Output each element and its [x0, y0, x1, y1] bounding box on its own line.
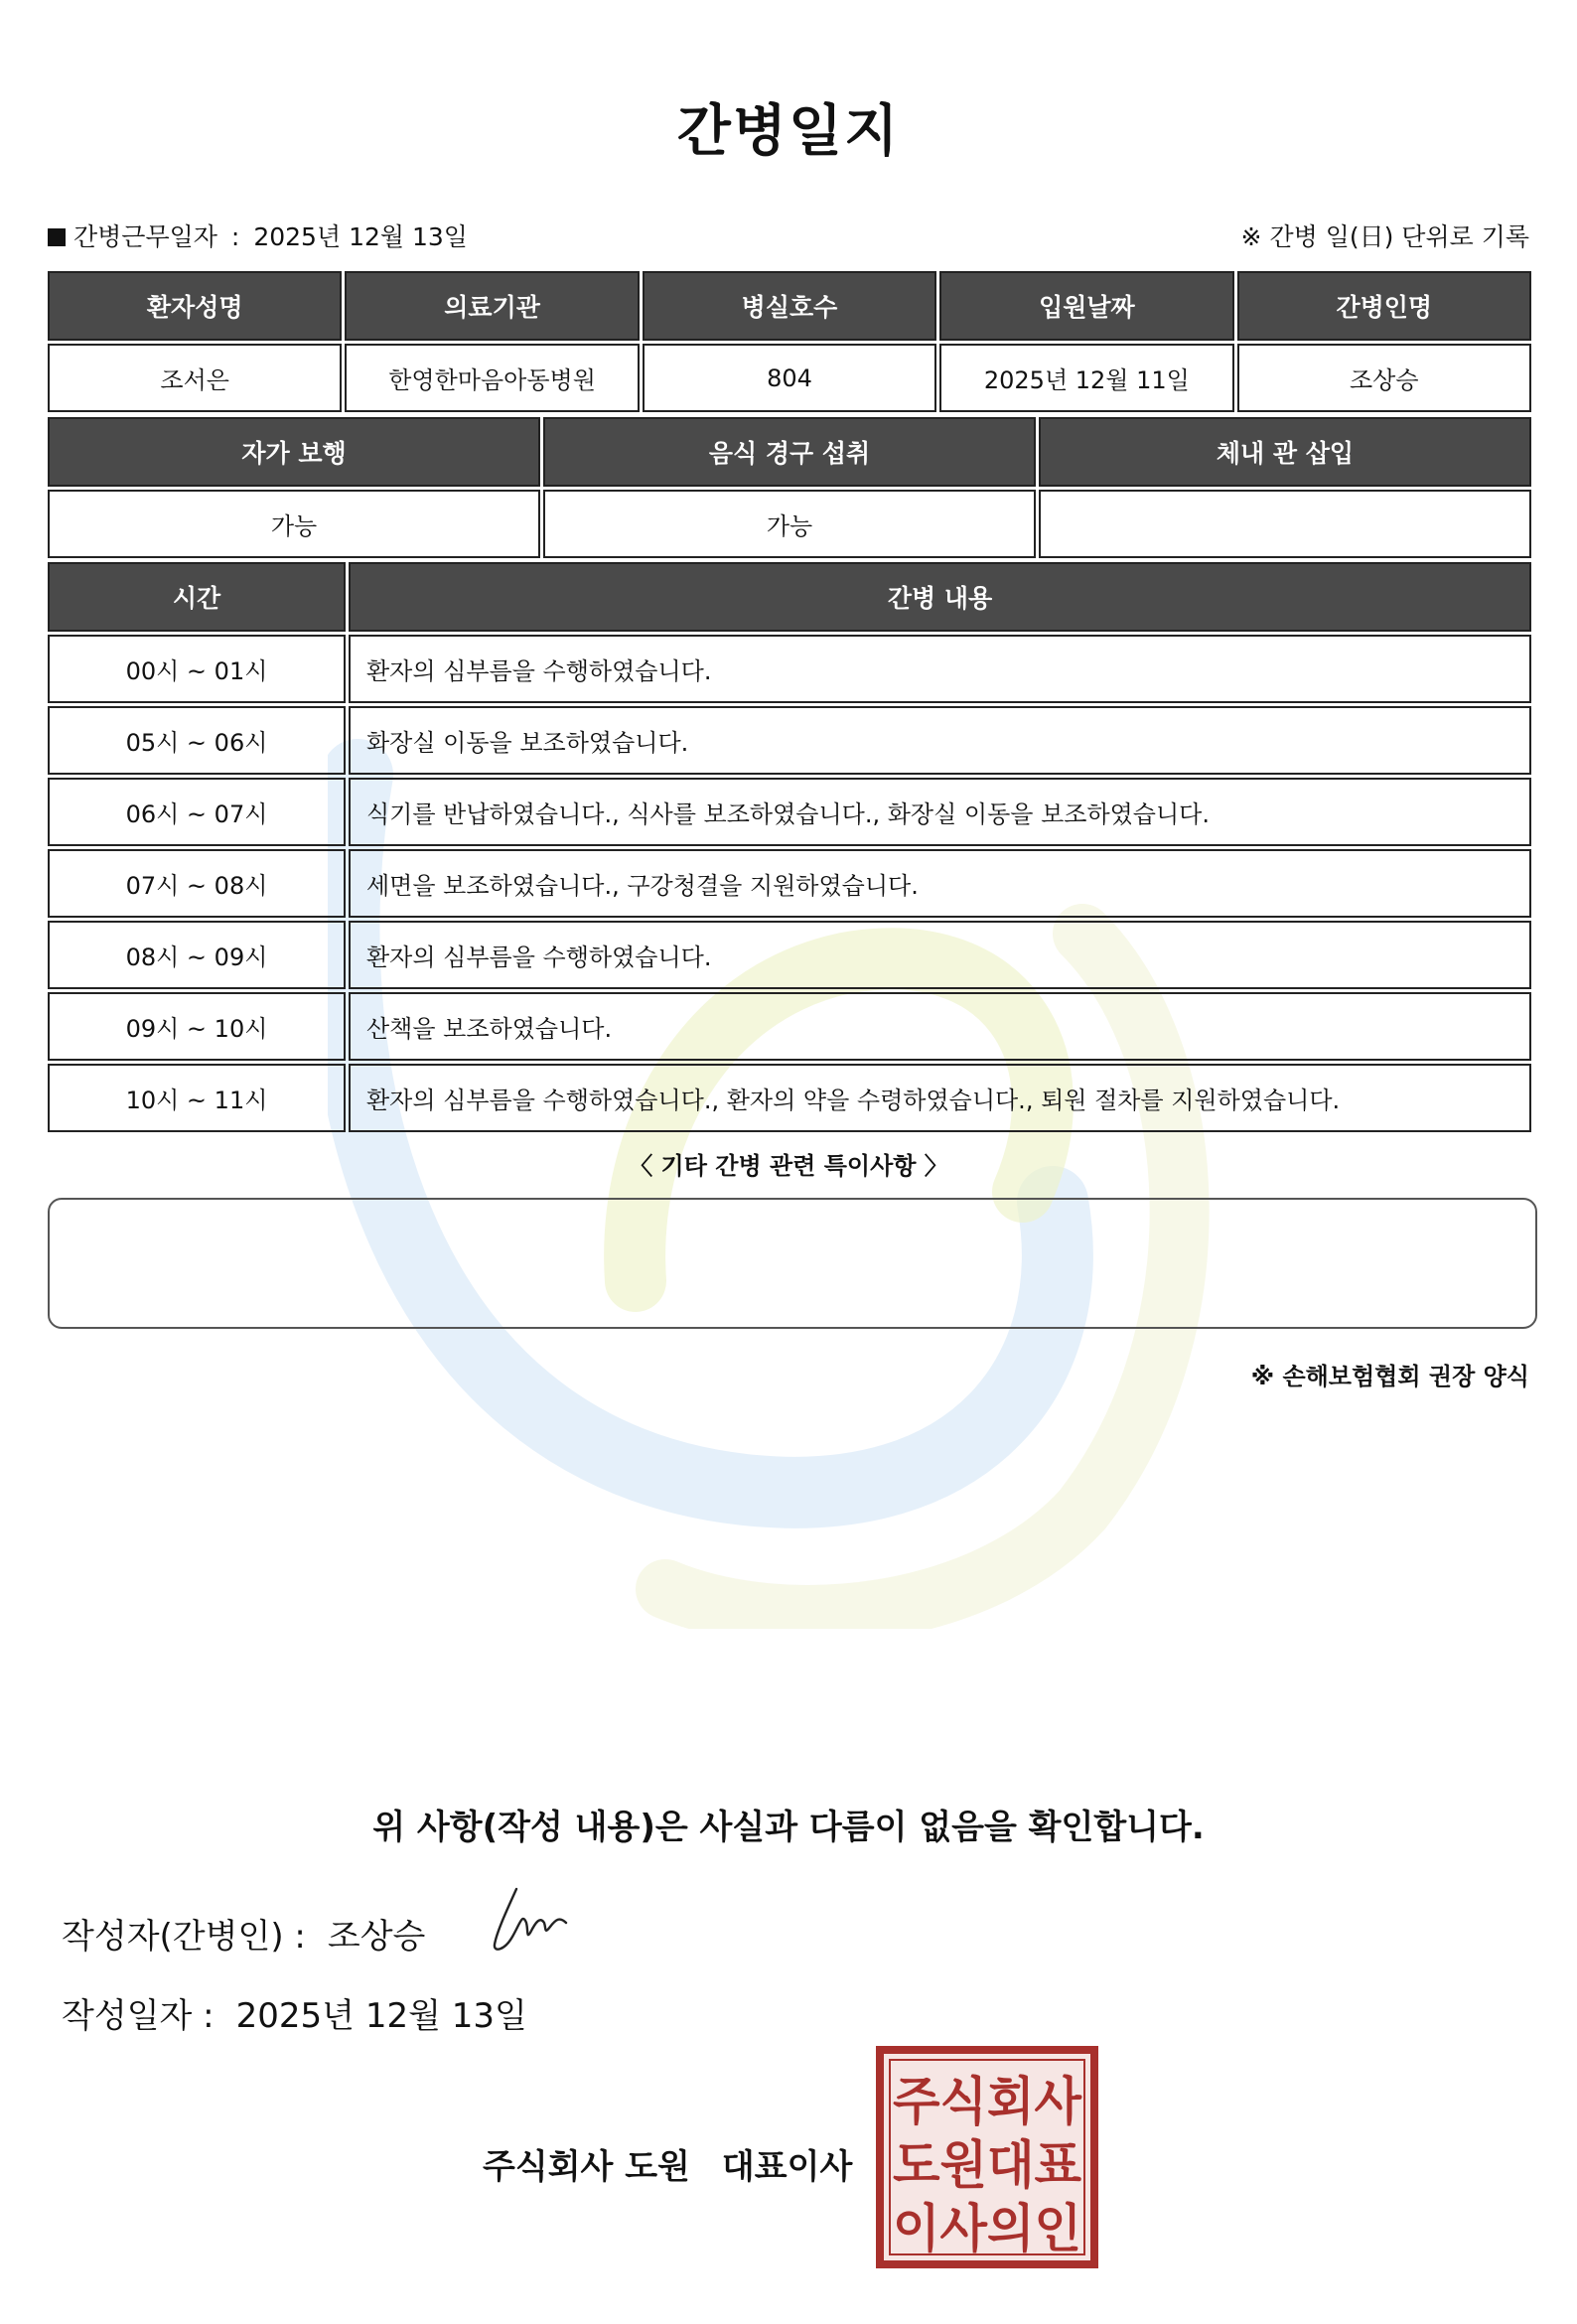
remarks-box [48, 1198, 1537, 1329]
svg-text:도원대표: 도원대표 [893, 2136, 1081, 2196]
self-walking-value: 가능 [48, 490, 540, 558]
care-log-header-row [48, 562, 1531, 632]
square-bullet-icon [48, 228, 66, 246]
written-date-line [62, 1988, 527, 2037]
work-date-value: 2025년 12월 13일 [253, 222, 468, 251]
written-date-label: 작성일자 : [62, 1996, 215, 2036]
table-row [48, 706, 1531, 775]
log-time: 08시 ~ 09시 [48, 921, 346, 989]
svg-text:이사의인: 이사의인 [893, 2200, 1081, 2259]
header-caregiver-name: 간병인명 [1237, 271, 1531, 341]
log-content: 화장실 이동을 보조하였습니다. [349, 706, 1531, 775]
header-patient-name: 환자성명 [48, 271, 342, 341]
header-oral-intake: 음식 경구 섭취 [543, 417, 1036, 487]
patient-status-table [45, 414, 1534, 561]
log-time: 05시 ~ 06시 [48, 706, 346, 775]
care-log-table [45, 559, 1534, 1135]
table-row [48, 778, 1531, 846]
patient-info-table [45, 268, 1534, 415]
patient-info-value-row [48, 344, 1531, 412]
hospital-name: 한영한마음아동병원 [345, 344, 639, 412]
writer-line [62, 1909, 425, 1958]
header-self-walking: 자가 보행 [48, 417, 540, 487]
header-care-content: 간병 내용 [349, 562, 1531, 632]
company-seal-icon [874, 2044, 1100, 2270]
status-header-row [48, 417, 1531, 487]
table-row [48, 1064, 1531, 1132]
patient-info-header-row [48, 271, 1531, 341]
header-time: 시간 [48, 562, 346, 632]
log-time: 10시 ~ 11시 [48, 1064, 346, 1132]
recommended-form-note: ※ 손해보험협회 권장 양식 [1250, 1363, 1529, 1390]
confirmation-statement: 위 사항(작성 내용)은 사실과 다름이 없음을 확인합니다. [372, 1808, 1205, 1847]
admission-date: 2025년 12월 11일 [939, 344, 1233, 412]
caregiver-name: 조상승 [1237, 344, 1531, 412]
header-tube-insertion: 체내 관 삽입 [1039, 417, 1531, 487]
log-time: 00시 ~ 01시 [48, 635, 346, 703]
patient-name: 조서은 [48, 344, 342, 412]
log-content: 세면을 보조하였습니다., 구강청결을 지원하였습니다. [349, 849, 1531, 918]
log-content: 환자의 심부름을 수행하였습니다. [349, 921, 1531, 989]
oral-intake-value: 가능 [543, 490, 1036, 558]
work-date-label: 간병근무일자 [73, 222, 217, 251]
table-row [48, 921, 1531, 989]
record-unit-note: ※ 간병 일(日) 단위로 기록 [1240, 222, 1529, 251]
log-time: 09시 ~ 10시 [48, 992, 346, 1061]
table-row [48, 635, 1531, 703]
log-time: 06시 ~ 07시 [48, 778, 346, 846]
work-date-line [48, 218, 468, 253]
table-row [48, 992, 1531, 1061]
writer-name: 조상승 [327, 1917, 426, 1957]
header-hospital: 의료기관 [345, 271, 639, 341]
written-date-value: 2025년 12월 13일 [235, 1996, 527, 2036]
writer-label: 작성자(간병인) : [62, 1917, 306, 1957]
table-row [48, 849, 1531, 918]
svg-text:주식회사: 주식회사 [893, 2073, 1082, 2132]
log-time: 07시 ~ 08시 [48, 849, 346, 918]
company-signatory [483, 2139, 852, 2188]
room-number: 804 [643, 344, 936, 412]
header-room-number: 병실호수 [643, 271, 936, 341]
representative-title: 대표이사 [721, 2147, 853, 2187]
signature-icon [487, 1877, 606, 1957]
status-value-row [48, 490, 1531, 558]
work-date-colon: : [230, 222, 240, 251]
company-name: 주식회사 도원 [483, 2147, 690, 2187]
page-title: 간병일지 [676, 99, 901, 164]
tube-insertion-value [1039, 490, 1531, 558]
log-content: 환자의 심부름을 수행하였습니다. [349, 635, 1531, 703]
header-admission-date: 입원날짜 [939, 271, 1233, 341]
log-content: 환자의 심부름을 수행하였습니다., 환자의 약을 수령하였습니다., 퇴원 절차를 지원하였습니다. [349, 1064, 1531, 1132]
remarks-title: 〈 기타 간병 관련 특이사항 〉 [629, 1152, 948, 1180]
log-content: 식기를 반납하였습니다., 식사를 보조하였습니다., 화장실 이동을 보조하였습니다. [349, 778, 1531, 846]
log-content: 산책을 보조하였습니다. [349, 992, 1531, 1061]
